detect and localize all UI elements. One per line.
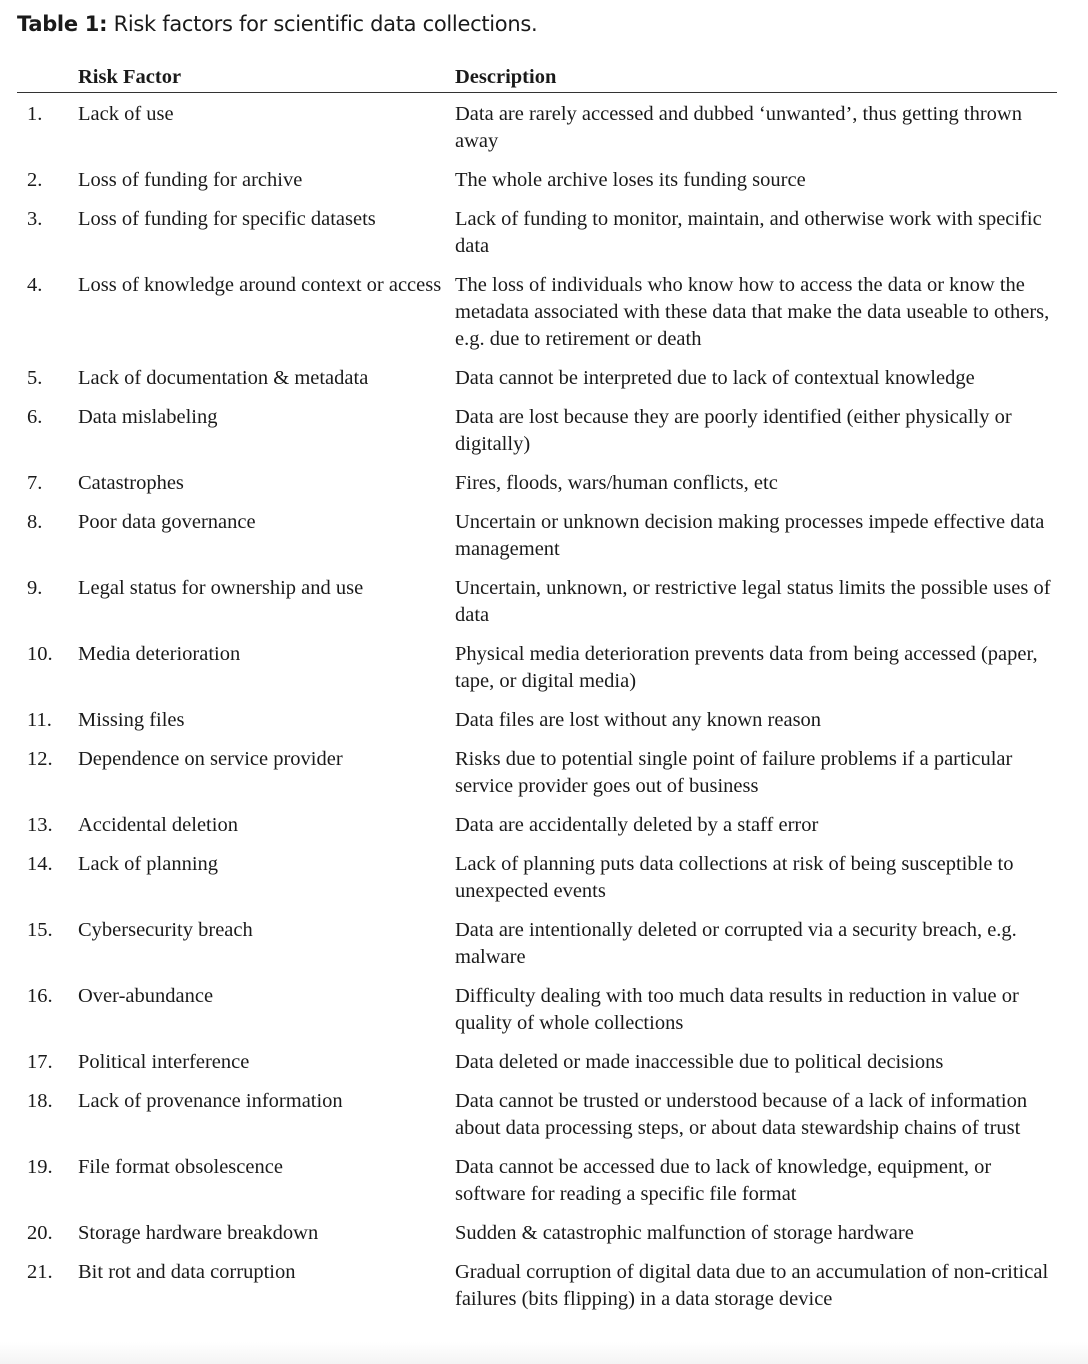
bottom-fade — [0, 1342, 1088, 1364]
description-cell: Physical media deterioration prevents data from being accessed (paper, tape, or digital media) — [455, 643, 1038, 692]
description-cell: Sudden & catastrophic malfunction of storage hardware — [455, 1222, 914, 1244]
table-row — [17, 641, 1057, 707]
row-number: 1. — [27, 103, 43, 125]
header-description: Description — [455, 62, 1057, 93]
table-row — [17, 1154, 1057, 1220]
table-body — [17, 93, 1057, 1326]
table-row — [17, 167, 1057, 206]
table-caption-label: Table 1: — [17, 12, 108, 36]
table-row — [17, 272, 1057, 365]
description-cell: Data are lost because they are poorly identified (either physically or digitally) — [455, 406, 1012, 455]
row-number: 4. — [27, 274, 43, 296]
row-number: 13. — [27, 814, 53, 836]
row-number: 10. — [27, 643, 53, 665]
description-cell: Data are intentionally deleted or corrupted via a security breach, e.g. malware — [455, 919, 1017, 968]
description-cell: Data deleted or made inaccessible due to political decisions — [455, 1051, 944, 1073]
row-number: 2. — [27, 169, 43, 191]
row-number: 20. — [27, 1222, 53, 1244]
description-cell: Data are accidentally deleted by a staff error — [455, 814, 819, 836]
row-number: 9. — [27, 577, 43, 599]
risk-factor-cell: Over-abundance — [78, 985, 214, 1007]
risk-factors-table — [17, 62, 1057, 1325]
row-number: 11. — [27, 709, 52, 731]
risk-factor-cell: Loss of funding for specific datasets — [78, 208, 376, 230]
risk-factor-cell: Missing files — [78, 709, 185, 731]
risk-factor-cell: Media deterioration — [78, 643, 241, 665]
table-row — [17, 812, 1057, 851]
risk-factor-cell: Lack of planning — [78, 853, 219, 875]
description-cell: Fires, floods, wars/human conflicts, etc — [455, 472, 778, 494]
table-header-row — [17, 62, 1057, 93]
description-cell: Data are rarely accessed and dubbed ‘unwanted’, thus getting thrown away — [455, 103, 1022, 152]
row-number: 6. — [27, 406, 43, 428]
description-cell: Data cannot be accessed due to lack of knowledge, equipment, or software for reading a specific file format — [455, 1156, 992, 1205]
risk-factor-cell: Legal status for ownership and use — [78, 577, 364, 599]
risk-factor-cell: Political interference — [78, 1051, 250, 1073]
description-cell: Uncertain or unknown decision making processes impede effective data management — [455, 511, 1045, 560]
description-cell: Risks due to potential single point of failure problems if a particular service provider goes out of business — [455, 748, 1013, 797]
description-cell: Lack of planning puts data collections at risk of being susceptible to unexpected events — [455, 853, 1014, 902]
risk-factor-cell: Loss of funding for archive — [78, 169, 303, 191]
row-number: 5. — [27, 367, 43, 389]
risk-factor-cell: Loss of knowledge around context or access — [78, 274, 442, 296]
description-cell: The loss of individuals who know how to access the data or know the metadata associated with these data that make the data useable to others, e.g. due to retirement or death — [455, 274, 1050, 350]
row-number: 21. — [27, 1261, 53, 1283]
table-row — [17, 1220, 1057, 1259]
row-number: 3. — [27, 208, 43, 230]
table-row — [17, 746, 1057, 812]
risk-factor-cell: File format obsolescence — [78, 1156, 283, 1178]
table-row — [17, 1259, 1057, 1325]
table-row — [17, 1049, 1057, 1088]
table-row — [17, 509, 1057, 575]
table-row — [17, 917, 1057, 983]
header-risk-factor: Risk Factor — [78, 62, 455, 93]
table-row — [17, 404, 1057, 470]
row-number: 19. — [27, 1156, 53, 1178]
risk-factor-cell: Lack of provenance information — [78, 1090, 343, 1112]
description-cell: Uncertain, unknown, or restrictive legal status limits the possible uses of data — [455, 577, 1051, 626]
description-cell: Gradual corruption of digital data due to an accumulation of non-critical failures (bits flipping) in a data storage device — [455, 1261, 1049, 1310]
risk-factor-cell: Catastrophes — [78, 472, 184, 494]
risk-factor-cell: Dependence on service provider — [78, 748, 343, 770]
description-cell: Data cannot be interpreted due to lack of contextual knowledge — [455, 367, 975, 389]
description-cell: Difficulty dealing with too much data results in reduction in value or quality of whole collections — [455, 985, 1019, 1034]
table-row — [17, 851, 1057, 917]
row-number: 18. — [27, 1090, 53, 1112]
risk-factor-cell: Data mislabeling — [78, 406, 218, 428]
risk-factor-cell: Lack of use — [78, 103, 174, 125]
risk-factor-cell: Poor data governance — [78, 511, 256, 533]
table-row — [17, 93, 1057, 168]
table-caption — [17, 12, 537, 36]
row-number: 8. — [27, 511, 43, 533]
risk-factor-cell: Bit rot and data corruption — [78, 1261, 296, 1283]
description-cell: Data cannot be trusted or understood because of a lack of information about data processing steps, or about data stewardship chains of trust — [455, 1090, 1028, 1139]
description-cell: Data files are lost without any known reason — [455, 709, 822, 731]
table-row — [17, 575, 1057, 641]
table-caption-text: Risk factors for scientific data collections. — [107, 12, 538, 36]
table-row — [17, 707, 1057, 746]
row-number: 17. — [27, 1051, 53, 1073]
risk-factor-cell: Lack of documentation & metadata — [78, 367, 369, 389]
risk-factor-cell: Cybersecurity breach — [78, 919, 253, 941]
description-cell: Lack of funding to monitor, maintain, and otherwise work with specific data — [455, 208, 1042, 257]
row-number: 7. — [27, 472, 43, 494]
table-row — [17, 365, 1057, 404]
table-row — [17, 470, 1057, 509]
row-number: 14. — [27, 853, 53, 875]
table-row — [17, 983, 1057, 1049]
header-number — [17, 62, 78, 93]
description-cell: The whole archive loses its funding source — [455, 169, 806, 191]
row-number: 15. — [27, 919, 53, 941]
table-row — [17, 1088, 1057, 1154]
row-number: 16. — [27, 985, 53, 1007]
row-number: 12. — [27, 748, 53, 770]
risk-factor-cell: Accidental deletion — [78, 814, 238, 836]
risk-factor-cell: Storage hardware breakdown — [78, 1222, 319, 1244]
table-row — [17, 206, 1057, 272]
